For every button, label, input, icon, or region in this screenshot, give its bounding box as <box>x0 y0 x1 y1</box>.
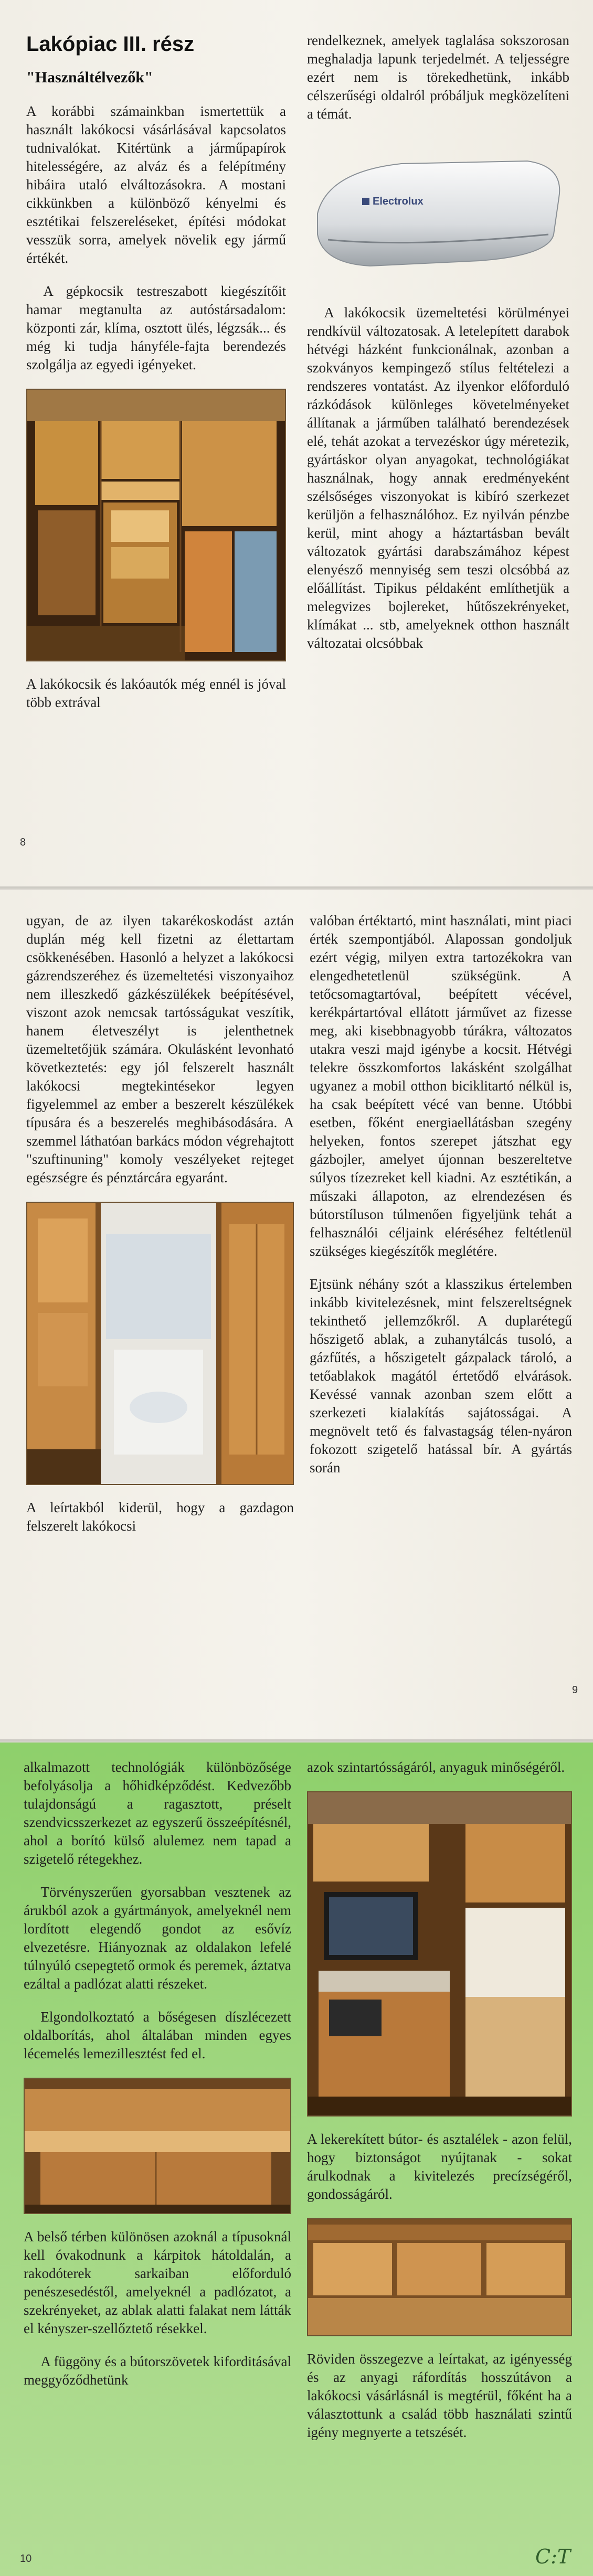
kitchen-caption: A lekerekített bútor- és asztalélek - azon felül, hogy biztonságot nyújtanak - sokat árulkodnak a kivitelezés precízségéről, gondosságáról. <box>307 2131 572 2202</box>
page-10-right-bottom: Röviden összegezve a leírtakat, az igényesség és az anyagi ráfordítás hosszútávon a lakókocsi vásárlásnál is megtérül, főként ha a választottunk a család több használati szintű igény megnyerte a tetszését. <box>307 2351 572 2440</box>
overhead-cabinets-illustration <box>308 2219 571 2335</box>
page-10-left-last: A függöny és a bútorszövetek kiforditásával meggyőződhetünk <box>24 2354 291 2388</box>
page-10-left-top: alkalmazott technológiák különbözősége befolyásolja a hőhidképződést. Kedvezőbb tulajdonságú a ragasztott, préselt szendvicsszerkezet az egyszerű összeépítésnél, ahol a borító külső alulemez nem tapad a szigetelő rétegekhez. <box>24 1759 291 1867</box>
overhead-cabinets-photo <box>307 2218 572 2336</box>
page-10-left-paragraph-3: Elgondolkoztató a bőségesen díszlécezett oldalborítás, ahol általában minden egyes lécemelés lemezillesztést fed el. <box>24 2009 291 2061</box>
page-number-9: 9 <box>572 1684 578 1696</box>
page-8-left-column <box>26 31 286 712</box>
page-9-right-paragraph-1: valóban értéktartó, mint használati, mint piaci érték szempontjából. Alapossan gondoljuk ezért végig, milyen extra tartozékokra van elengedhetetlenül szükségünk. A tetőcsomagtartóval, beépített vécével, kerékpártartóval ellátott járművet az fizesse meg, aki kisebbnagyobb túrákra, változatos utakra veszi majd igénybe a kocsit. Hétvégi telekre összkomfortos lakásként szolgálhat ugyanez a mobil otthon biciklitartó nélkül is, ha csak beépített vécé van benne. Utóbbi esetben, főként energiaellátásban szegény helyeken, fontos szerepet játszhat egy gázbojler, amelyet újonnan beszereltetve súlyos tízezreket kell kiadni. Az esztétikán, a műszaki állapoton, az elrendezésen és bútorstíluson túlmenően figyeljünk tehát a felhasználói céljaink eléréséhez feltétlenül szükséges kiegészítők meglétére. <box>310 913 572 1259</box>
article-subtitle: "Használtélvezők" <box>26 69 153 86</box>
aircon-unit-illustration <box>307 135 569 292</box>
page-10-left-paragraph-2: Törvényszerűen gyorsabban vesztenek az árukból azok a gyártmányok, amelyeknél nem lordított elegendő gondot az esővíz elvezetésre. Hiányoznak az oldalakon lefelé túlnyúló csepegtető ormok és peremek, áztatva ezáltal a padlózat alatti részeket. <box>24 1884 291 1992</box>
article-title: Lakópiac III. rész <box>26 33 195 56</box>
bathroom-interior-illustration <box>27 1203 293 1484</box>
bathroom-caption: A leírtakból kiderül, hogy a gazdagon felszerelt lakókocsi <box>26 1500 294 1534</box>
page-10-left-bottom: A belső térben különösen azoknál a típusoknál kell óvakodnunk a kárpitok hátoldalán, a rakodóterek sarkaiban előforduló penészesedéstől, amelyeknél a padlózatot, a szekrényeket, az ablak alatti falakat nem látták el kényszer-szellőztető résekkel. <box>24 2229 291 2336</box>
intro-paragraph: A korábbi számainkban ismertettük a használt lakókocsi vásárlásával kapcsolatos tudnivalókat. Kitértünk a járműpapírok hitelességére, az alváz és a felépítmény hibáira utaló elváltozásokra. A mostani cikkünkben a különböző kényelmi és esztétikai felszereléseket, építési módokat vesszük sorra, amelyek növelik egy jármű értékét. <box>26 103 286 266</box>
kitchen-interior-photo <box>307 1791 572 2117</box>
page-9-right-column <box>310 912 572 1477</box>
cabinet-interior-illustration <box>27 390 285 660</box>
page-10-left-column <box>24 1758 291 2389</box>
page-10 <box>0 1743 593 2576</box>
page-9-left-text: ugyan, de az ilyen takarékoskodást aztán duplán még kell fizetni az élettartam csökkenésében. Hasonló a helyzet a lakókocsi gázrendszeréhez és üzemeltetési viszonyaihoz nem illeszkedő gázkészülékek beépítésével, viszont azok nemcsak tartósságukat veszítik, hanem életveszélyt is jelenthetnek üzemeltetőjük számára. Okulásként levonható következtetés: egy jól felszerelt használt lakókocsi megtekintésekor legyen figyelemmel az ember a beszerelt készülékek típusára és a beszerelés meghibásodására. A szemmel láthatóan barkács módon végrehajtott "szuftinuning" komoly veszélyeket rejteget egészségre és pénztárcára egyaránt. <box>26 913 294 1185</box>
page-8-right-paragraph: A lakókocsik üzemeltetési körülményei rendkívül változatosak. A letelepített darabok hétvégi házként funkcionálnak, azonban a szokványos kempingező stílus feltételezi a rendszeres vontatást. Az ilyenkor előforduló rázkódások különleges követelményeket állítanak a járműben található berendezések elé, tehát azokat a tervezéskor úgy méretezik, gyártáskor olyan anyagokat, technológiákat használnak, hogy annak eredményeként szélsőséges viszonyokat is kibíró szerkezet kerüljön a felhasználóhoz. Ez nyilván pénzbe kerül, mint ahogy a háztartásban bevált változatok gyártási darabszámához képest elenyésző mennyiség sem teszi olcsóbbá az előállítást. Tipikus példaként említhetjük a melegvizes bojlereket, hűtőszekrényeket, klímákat ... stb, amelyeknek otthon használt változatai olcsóbbak <box>307 305 569 651</box>
magazine-logo: C:T <box>535 2545 571 2568</box>
bathroom-interior-photo <box>26 1202 294 1485</box>
cabinet-interior-photo <box>26 389 286 661</box>
accessories-paragraph: A gépkocsik testreszabott kiegészítőit hamar megtanulta az autóstársadalom: központi zár, klíma, osztott ülés, légzsák... és még ki tudja hányféle-fajta berendezés szolgálja az egyedi igényeket. <box>26 283 286 372</box>
page-9-right-paragraph-2: Ejtsünk néhány szót a klasszikus értelemben inkább kivitelezésnek, mint felszereltségnek tekinthető jellemzőkről. A duplarétegű hőszigető ablak, a zuhanytálcás tusoló, a gázfűtés, a hőszigetelt gázpalack tároló, a tetőablakok magától értetődő elvárások. Kevéssé vannak azonban szem előtt a szerkezeti kialakítás sajátosságai. A megnövelt tető és falvastagság télen-nyáron fokozott szigetelő hatással bír. A gyártás során <box>310 1276 572 1476</box>
brand-icon <box>362 198 369 205</box>
page-10-right-column <box>307 1758 572 2442</box>
page-8-left-end: A lakókocsik és lakóautók még ennél is jóval több extrával <box>26 676 286 710</box>
aircon-brand-label: Electrolux <box>373 196 423 207</box>
page-8-right-top: rendelkeznek, amelyek taglalása sokszorosan meghaladja lapunk terjedelmét. A teljességre ezért nem is törekedhetünk, inkább célszerűségi oldalról próbáljuk megközelíteni a témát. <box>307 33 569 122</box>
page-10-right-top: azok szintartósságáról, anyaguk minőségéről. <box>307 1759 565 1775</box>
page-9-left-column <box>26 912 294 1535</box>
rooftop-aircon-photo <box>307 135 569 292</box>
page-9 <box>0 890 593 1739</box>
page-8 <box>0 0 593 886</box>
bed-storage-illustration <box>25 2079 290 2213</box>
kitchen-interior-illustration <box>308 1792 571 2115</box>
bed-storage-photo <box>24 2078 291 2214</box>
page-number-10: 10 <box>20 2553 32 2564</box>
page-8-right-column <box>307 31 569 653</box>
page-number-8: 8 <box>20 837 26 848</box>
